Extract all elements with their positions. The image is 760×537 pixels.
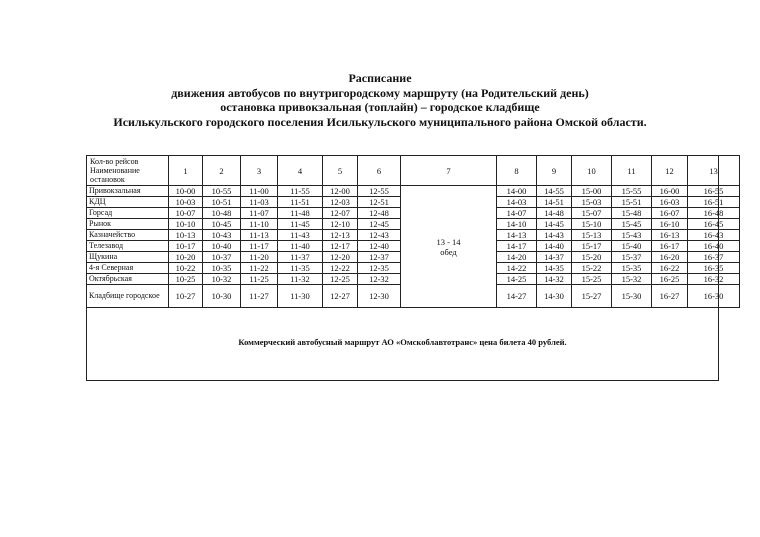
departure-time: 12-17 <box>323 241 358 252</box>
departure-time: 16-40 <box>688 241 740 252</box>
departure-time: 16-35 <box>688 263 740 274</box>
departure-time: 12-00 <box>323 186 358 197</box>
departure-time: 15-40 <box>612 241 652 252</box>
departure-time: 15-25 <box>572 274 612 285</box>
departure-time: 11-35 <box>278 263 323 274</box>
departure-time: 14-20 <box>497 252 537 263</box>
departure-time: 10-43 <box>203 230 241 241</box>
departure-time: 10-22 <box>169 263 203 274</box>
departure-time: 14-37 <box>537 252 572 263</box>
departure-time: 14-27 <box>497 285 537 308</box>
departure-time: 11-48 <box>278 208 323 219</box>
departure-time: 15-07 <box>572 208 612 219</box>
trip-number: 3 <box>241 156 278 186</box>
departure-time: 10-20 <box>169 252 203 263</box>
departure-time: 15-10 <box>572 219 612 230</box>
departure-time: 16-17 <box>652 241 688 252</box>
departure-time: 11-55 <box>278 186 323 197</box>
departure-time: 14-10 <box>497 219 537 230</box>
departure-time: 15-27 <box>572 285 612 308</box>
trip-number: 6 <box>358 156 401 186</box>
trip-number: 2 <box>203 156 241 186</box>
departure-time: 10-37 <box>203 252 241 263</box>
departure-time: 14-51 <box>537 197 572 208</box>
departure-time: 11-27 <box>241 285 278 308</box>
heading-title: Расписание <box>348 71 412 85</box>
departure-time: 12-22 <box>323 263 358 274</box>
stop-name: 4-я Северная <box>87 263 169 274</box>
trip-number: 13 <box>688 156 740 186</box>
departure-time: 12-27 <box>323 285 358 308</box>
departure-time: 16-20 <box>652 252 688 263</box>
departure-time: 11-20 <box>241 252 278 263</box>
stop-name: Горсад <box>87 208 169 219</box>
departure-time: 15-13 <box>572 230 612 241</box>
trip-number: 4 <box>278 156 323 186</box>
departure-time: 10-35 <box>203 263 241 274</box>
departure-time: 16-43 <box>688 230 740 241</box>
stop-name: Щукина <box>87 252 169 263</box>
trip-number: 8 <box>497 156 537 186</box>
departure-time: 14-03 <box>497 197 537 208</box>
departure-time: 14-22 <box>497 263 537 274</box>
departure-time: 12-37 <box>358 252 401 263</box>
departure-time: 12-32 <box>358 274 401 285</box>
departure-time: 15-30 <box>612 285 652 308</box>
departure-time: 10-51 <box>203 197 241 208</box>
heading-route: движения автобусов по внутригородскому маршруту (на Родительский день) <box>171 85 589 100</box>
heading-settlement: Исилькульского городского поселения Исилькульского муниципального района Омской области. <box>113 114 647 129</box>
departure-time: 16-00 <box>652 186 688 197</box>
departure-time: 14-25 <box>497 274 537 285</box>
departure-time: 12-55 <box>358 186 401 197</box>
departure-time: 12-03 <box>323 197 358 208</box>
departure-time: 12-30 <box>358 285 401 308</box>
departure-time: 16-07 <box>652 208 688 219</box>
departure-time: 15-03 <box>572 197 612 208</box>
departure-time: 11-37 <box>278 252 323 263</box>
departure-time: 15-35 <box>612 263 652 274</box>
table-row <box>87 186 740 197</box>
stop-name: Рынок <box>87 219 169 230</box>
departure-time: 10-32 <box>203 274 241 285</box>
departure-time: 15-22 <box>572 263 612 274</box>
lunch-break-cell <box>401 186 497 308</box>
departure-time: 16-32 <box>688 274 740 285</box>
departure-time: 10-17 <box>169 241 203 252</box>
departure-time: 16-22 <box>652 263 688 274</box>
departure-time: 11-30 <box>278 285 323 308</box>
stop-name: Привокзальная <box>87 186 169 197</box>
departure-time: 16-30 <box>688 285 740 308</box>
departure-time: 14-45 <box>537 219 572 230</box>
trip-number: 5 <box>323 156 358 186</box>
trip-number: 7 <box>401 156 497 186</box>
departure-time: 16-48 <box>688 208 740 219</box>
departure-time: 15-48 <box>612 208 652 219</box>
departure-time: 11-07 <box>241 208 278 219</box>
departure-time: 10-13 <box>169 230 203 241</box>
departure-time: 10-10 <box>169 219 203 230</box>
departure-time: 12-13 <box>323 230 358 241</box>
departure-time: 12-48 <box>358 208 401 219</box>
stop-name: КДЦ <box>87 197 169 208</box>
departure-time: 15-37 <box>612 252 652 263</box>
departure-time: 15-55 <box>612 186 652 197</box>
trip-number: 9 <box>537 156 572 186</box>
departure-time: 11-45 <box>278 219 323 230</box>
departure-time: 11-51 <box>278 197 323 208</box>
departure-time: 12-20 <box>323 252 358 263</box>
departure-time: 16-10 <box>652 219 688 230</box>
lunch-break-label: обед <box>440 246 457 257</box>
departure-time: 14-40 <box>537 241 572 252</box>
departure-time: 10-25 <box>169 274 203 285</box>
table-header-row <box>87 156 740 186</box>
departure-time: 12-43 <box>358 230 401 241</box>
trip-number: 12 <box>652 156 688 186</box>
corner-label: Кол-во рейсов Наименование остановок <box>87 156 169 186</box>
departure-time: 10-27 <box>169 285 203 308</box>
lunch-break-time: 13 - 14 <box>436 236 461 247</box>
departure-time: 12-40 <box>358 241 401 252</box>
fare-note: Коммерческий автобусный маршрут АО «Омскоблавтотранс» цена билета 40 рублей. <box>238 337 567 347</box>
departure-time: 15-32 <box>612 274 652 285</box>
heading-stops: остановка привокзальная (топлайн) – городское кладбище <box>220 100 540 114</box>
departure-time: 10-03 <box>169 197 203 208</box>
departure-time: 12-10 <box>323 219 358 230</box>
stop-name: Октябрьская <box>87 274 169 285</box>
departure-time: 16-51 <box>688 197 740 208</box>
departure-time: 16-27 <box>652 285 688 308</box>
departure-time: 10-07 <box>169 208 203 219</box>
stop-name: Казначейство <box>87 230 169 241</box>
departure-time: 15-45 <box>612 219 652 230</box>
departure-time: 15-43 <box>612 230 652 241</box>
departure-time: 10-55 <box>203 186 241 197</box>
departure-time: 14-55 <box>537 186 572 197</box>
departure-time: 11-22 <box>241 263 278 274</box>
departure-time: 15-20 <box>572 252 612 263</box>
departure-time: 14-30 <box>537 285 572 308</box>
departure-time: 11-40 <box>278 241 323 252</box>
departure-time: 14-48 <box>537 208 572 219</box>
departure-time: 15-51 <box>612 197 652 208</box>
departure-time: 12-35 <box>358 263 401 274</box>
departure-time: 16-13 <box>652 230 688 241</box>
trip-number: 10 <box>572 156 612 186</box>
departure-time: 15-17 <box>572 241 612 252</box>
departure-time: 14-43 <box>537 230 572 241</box>
departure-time: 12-45 <box>358 219 401 230</box>
departure-time: 11-43 <box>278 230 323 241</box>
departure-time: 14-07 <box>497 208 537 219</box>
departure-time: 12-51 <box>358 197 401 208</box>
departure-time: 14-17 <box>497 241 537 252</box>
departure-time: 16-45 <box>688 219 740 230</box>
trip-number: 1 <box>169 156 203 186</box>
departure-time: 11-10 <box>241 219 278 230</box>
departure-time: 14-00 <box>497 186 537 197</box>
departure-time: 16-37 <box>688 252 740 263</box>
departure-time: 10-45 <box>203 219 241 230</box>
departure-time: 11-03 <box>241 197 278 208</box>
departure-time: 10-40 <box>203 241 241 252</box>
departure-time: 16-03 <box>652 197 688 208</box>
schedule-heading <box>0 71 760 129</box>
departure-time: 12-25 <box>323 274 358 285</box>
departure-time: 11-17 <box>241 241 278 252</box>
stop-name: Кладбище городское <box>87 285 169 308</box>
departure-time: 16-55 <box>688 186 740 197</box>
departure-time: 14-13 <box>497 230 537 241</box>
departure-time: 14-32 <box>537 274 572 285</box>
departure-time: 16-25 <box>652 274 688 285</box>
stop-name: Телезавод <box>87 241 169 252</box>
departure-time: 15-00 <box>572 186 612 197</box>
departure-time: 11-25 <box>241 274 278 285</box>
schedule-table <box>86 155 740 308</box>
departure-time: 11-32 <box>278 274 323 285</box>
departure-time: 10-48 <box>203 208 241 219</box>
departure-time: 14-35 <box>537 263 572 274</box>
departure-time: 10-30 <box>203 285 241 308</box>
departure-time: 12-07 <box>323 208 358 219</box>
trip-number: 11 <box>612 156 652 186</box>
departure-time: 11-00 <box>241 186 278 197</box>
departure-time: 10-00 <box>169 186 203 197</box>
departure-time: 11-13 <box>241 230 278 241</box>
